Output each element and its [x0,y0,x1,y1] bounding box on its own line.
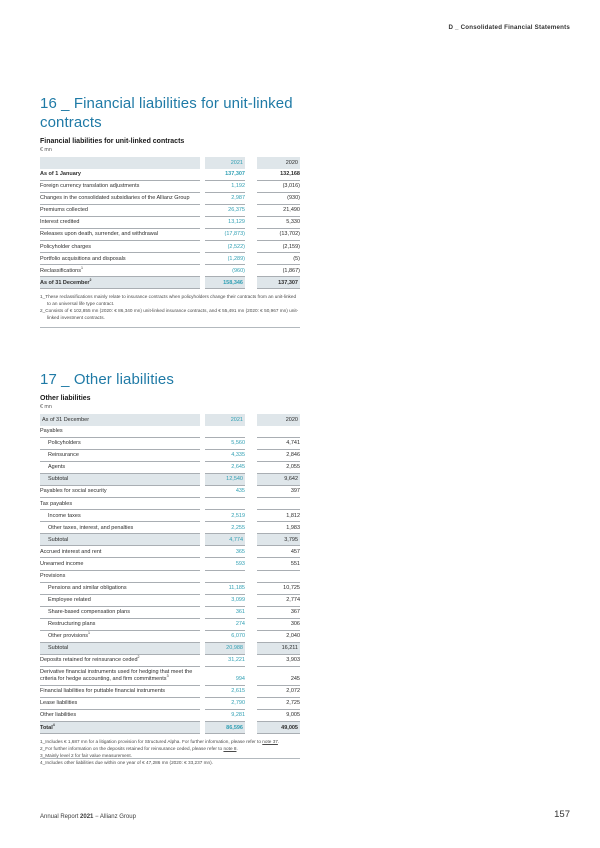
row-label: Subtotal [40,474,200,486]
value-2020: (1,867) [257,265,300,277]
table-row [40,169,300,181]
column-header-2021: 2021 [205,414,245,426]
table-row [40,667,300,686]
table-row [40,522,300,534]
section-16-title: 16 _ Financial liabilities for unit-linked contracts [40,95,293,132]
value-2021: 365 [205,546,245,558]
value-2021: 2,790 [205,698,245,710]
column-header-label [40,157,200,169]
row-label: Employee related [40,595,200,607]
table-title: Other liabilities [40,395,91,402]
value-2020: 2,072 [257,686,300,698]
table-row [40,474,300,486]
row-label: Provisions [40,571,200,583]
row-label: Foreign currency translation adjustments [40,181,200,193]
value-2021: 2,615 [205,686,245,698]
row-label: Interest credited [40,217,200,229]
table-row [40,486,300,498]
row-label: Other provisions$^1$ [40,631,200,643]
row-label: Total$^4$ [40,722,200,734]
table-row [40,217,300,229]
value-2021: 2,987 [205,193,245,205]
table-unit: € mn [40,146,52,153]
row-label: Other liabilities [40,710,200,722]
value-2021: 3,099 [205,595,245,607]
table-row [40,722,300,734]
table-row [40,450,300,462]
note-link[interactable]: note 37 [262,738,278,744]
footnote: 1_Includes € 1,687 mn for a litigation provision for Structured Alpha. For further information, please refer to note 37. [40,738,280,744]
row-label: Unearned income [40,558,200,570]
footnote: 1_These reclassifications mainly relate to insurance contracts when policyholders change their contracts from an unit-linked to an universal life type contract. [40,293,297,306]
value-2021: 137,307 [205,169,245,181]
footnote-ref: 1 [80,265,83,270]
row-label: Policyholder charges [40,241,200,253]
column-header-2020: 2020 [257,414,300,426]
value-2021: 5,560 [205,438,245,450]
table-row [40,277,300,289]
value-2021: 2,255 [205,522,245,534]
table-header-row [40,414,300,426]
value-2020: (13,702) [257,229,300,241]
row-label: Share-based compensation plans [40,607,200,619]
value-2020: 1,983 [257,522,300,534]
value-2021: 4,335 [205,450,245,462]
table-row [40,643,300,655]
row-label: Derivative financial instruments used for hedging that meet the criteria for hedge accounting, and firm commitments$^3$ [40,667,200,686]
column-header-2021: 2021 [205,157,245,169]
row-label: Reinsurance [40,450,200,462]
value-2021: (1,289) [205,253,245,265]
value-2020: (2,159) [257,241,300,253]
value-2021: 31,221 [205,655,245,667]
value-2020: 2,055 [257,462,300,474]
chapter-header: D _ Consolidated Financial Statements [448,24,570,31]
value-2021: 593 [205,558,245,570]
value-2020: 49,005 [257,722,300,734]
value-2020: 10,725 [257,583,300,595]
value-2020: 132,168 [257,169,300,181]
column-header-label: As of 31 December [40,414,200,426]
value-2021: 2,519 [205,510,245,522]
value-2020: 2,846 [257,450,300,462]
row-label: Reclassifications$^1$ [40,265,200,277]
value-2021: 20,988 [205,643,245,655]
row-label: Payables [40,426,200,438]
table-row [40,229,300,241]
value-2020: 21,490 [257,205,300,217]
row-label: Releases upon death, surrender, and withdrawal [40,229,200,241]
row-label: Subtotal [40,643,200,655]
value-2020: 1,812 [257,510,300,522]
value-2021: 6,070 [205,631,245,643]
table-header-row [40,157,300,169]
row-label: Agents [40,462,200,474]
row-label: Deposits retained for reinsurance ceded$^2$ [40,655,200,667]
row-label: Subtotal [40,534,200,546]
footnote: 3_Mainly level 2 for fair value measurement. [40,752,132,758]
footnote: 2_For further information on the deposits retained for reinsurance ceded, please refer to note 8. [40,745,238,751]
table-row [40,619,300,631]
value-2020: 2,725 [257,698,300,710]
value-2020: 3,795 [257,534,300,546]
value-2020: 2,040 [257,631,300,643]
row-label: Tax payables [40,498,200,510]
value-2020: 397 [257,486,300,498]
section-divider [40,758,300,759]
table-row [40,607,300,619]
other-liabilities-table-block [40,395,300,766]
value-2021: (2,522) [205,241,245,253]
footnote-ref: 4 [52,722,55,727]
value-2021: 361 [205,607,245,619]
footnote-ref: 2 [137,655,140,660]
footer-prefix: Annual Report [40,814,79,820]
table-row [40,193,300,205]
value-2021: 26,375 [205,205,245,217]
table-row [40,655,300,667]
footnote: 4_Includes other liabilities due within one year of € 47,286 mn (2020: € 33,237 mn). [40,759,214,765]
row-label: Changes in the consolidated subsidiaries of the Allianz Group [40,193,200,205]
table-row [40,462,300,474]
table-row [40,583,300,595]
table-row [40,426,300,438]
table-row [40,205,300,217]
value-2020: (5) [257,253,300,265]
value-2021: 2,645 [205,462,245,474]
row-label: Accrued interest and rent [40,546,200,558]
value-2021: 11,185 [205,583,245,595]
table-footnotes [40,738,300,766]
table-row [40,571,300,583]
table-row [40,595,300,607]
unit-linked-table [40,157,300,290]
row-label: As of 1 January [40,169,200,181]
table-title: Financial liabilities for unit-linked contracts [40,138,185,145]
unit-linked-table-block [40,138,300,321]
row-label: Payables for social security [40,486,200,498]
row-label: Other taxes, interest, and penalties [40,522,200,534]
table-row [40,534,300,546]
note-link[interactable]: note 8 [223,745,237,751]
value-2020: 457 [257,546,300,558]
section-divider [40,327,300,328]
section-17-title: 17 _ Other liabilities [40,371,174,389]
table-row [40,698,300,710]
table-footnotes [40,293,300,321]
row-label: Lease liabilities [40,698,200,710]
row-label: Policyholders [40,438,200,450]
value-2020: 2,774 [257,595,300,607]
page-number: 157 [554,809,570,820]
value-2021: 9,281 [205,710,245,722]
table-row [40,438,300,450]
footnote-ref: 2 [89,277,92,282]
table-row [40,631,300,643]
table-row [40,710,300,722]
value-2020: 551 [257,558,300,570]
value-2021: (960) [205,265,245,277]
value-2020: (3,016) [257,181,300,193]
footer-report-name [40,814,136,820]
row-label: Restructuring plans [40,619,200,631]
table-row [40,558,300,570]
value-2020: 245 [257,674,300,686]
value-2021: 274 [205,619,245,631]
footnote-ref: 3 [166,674,169,679]
table-row [40,265,300,277]
footnote-ref: 1 [88,631,91,636]
value-2020: 9,642 [257,474,300,486]
row-label: As of 31 December$^2$ [40,277,200,289]
row-label: Portfolio acquisitions and disposals [40,253,200,265]
table-row [40,510,300,522]
value-2021: 158,346 [205,277,245,289]
row-label: Premiums collected [40,205,200,217]
value-2021: 86,596 [205,722,245,734]
value-2020: 137,307 [257,277,300,289]
other-liabilities-table [40,414,300,735]
value-2020: (930) [257,193,300,205]
table-unit: € mn [40,403,52,410]
table-row [40,498,300,510]
value-2020: 9,005 [257,710,300,722]
value-2020: 3,903 [257,655,300,667]
row-label: Financial liabilities for puttable financial instruments [40,686,200,698]
table-row [40,253,300,265]
value-2020: 367 [257,607,300,619]
table-row [40,686,300,698]
value-2020: 4,741 [257,438,300,450]
table-row [40,181,300,193]
value-2021: 12,540 [205,474,245,486]
footnote: 2_Consists of € 102,855 mn (2020: € 86,340 mn) unit-linked insurance contracts, and € 55,491 mn (2020: € 50,967 mn) unit-linked investment contracts. [40,307,299,321]
row-label: Pensions and similar obligations [40,583,200,595]
value-2021: 13,129 [205,217,245,229]
footer-suffix: − Allianz Group [93,814,136,820]
column-header-2020: 2020 [257,157,300,169]
value-2021: (17,873) [205,229,245,241]
value-2021: 1,192 [205,181,245,193]
footer-year: 2021 [80,814,94,820]
value-2020: 306 [257,619,300,631]
value-2020: 16,211 [257,643,300,655]
value-2021: 994 [205,674,245,686]
table-row [40,546,300,558]
value-2021: 435 [205,486,245,498]
value-2020: 5,330 [257,217,300,229]
value-2021: 4,774 [205,534,245,546]
row-label: Income taxes [40,510,200,522]
table-row [40,241,300,253]
